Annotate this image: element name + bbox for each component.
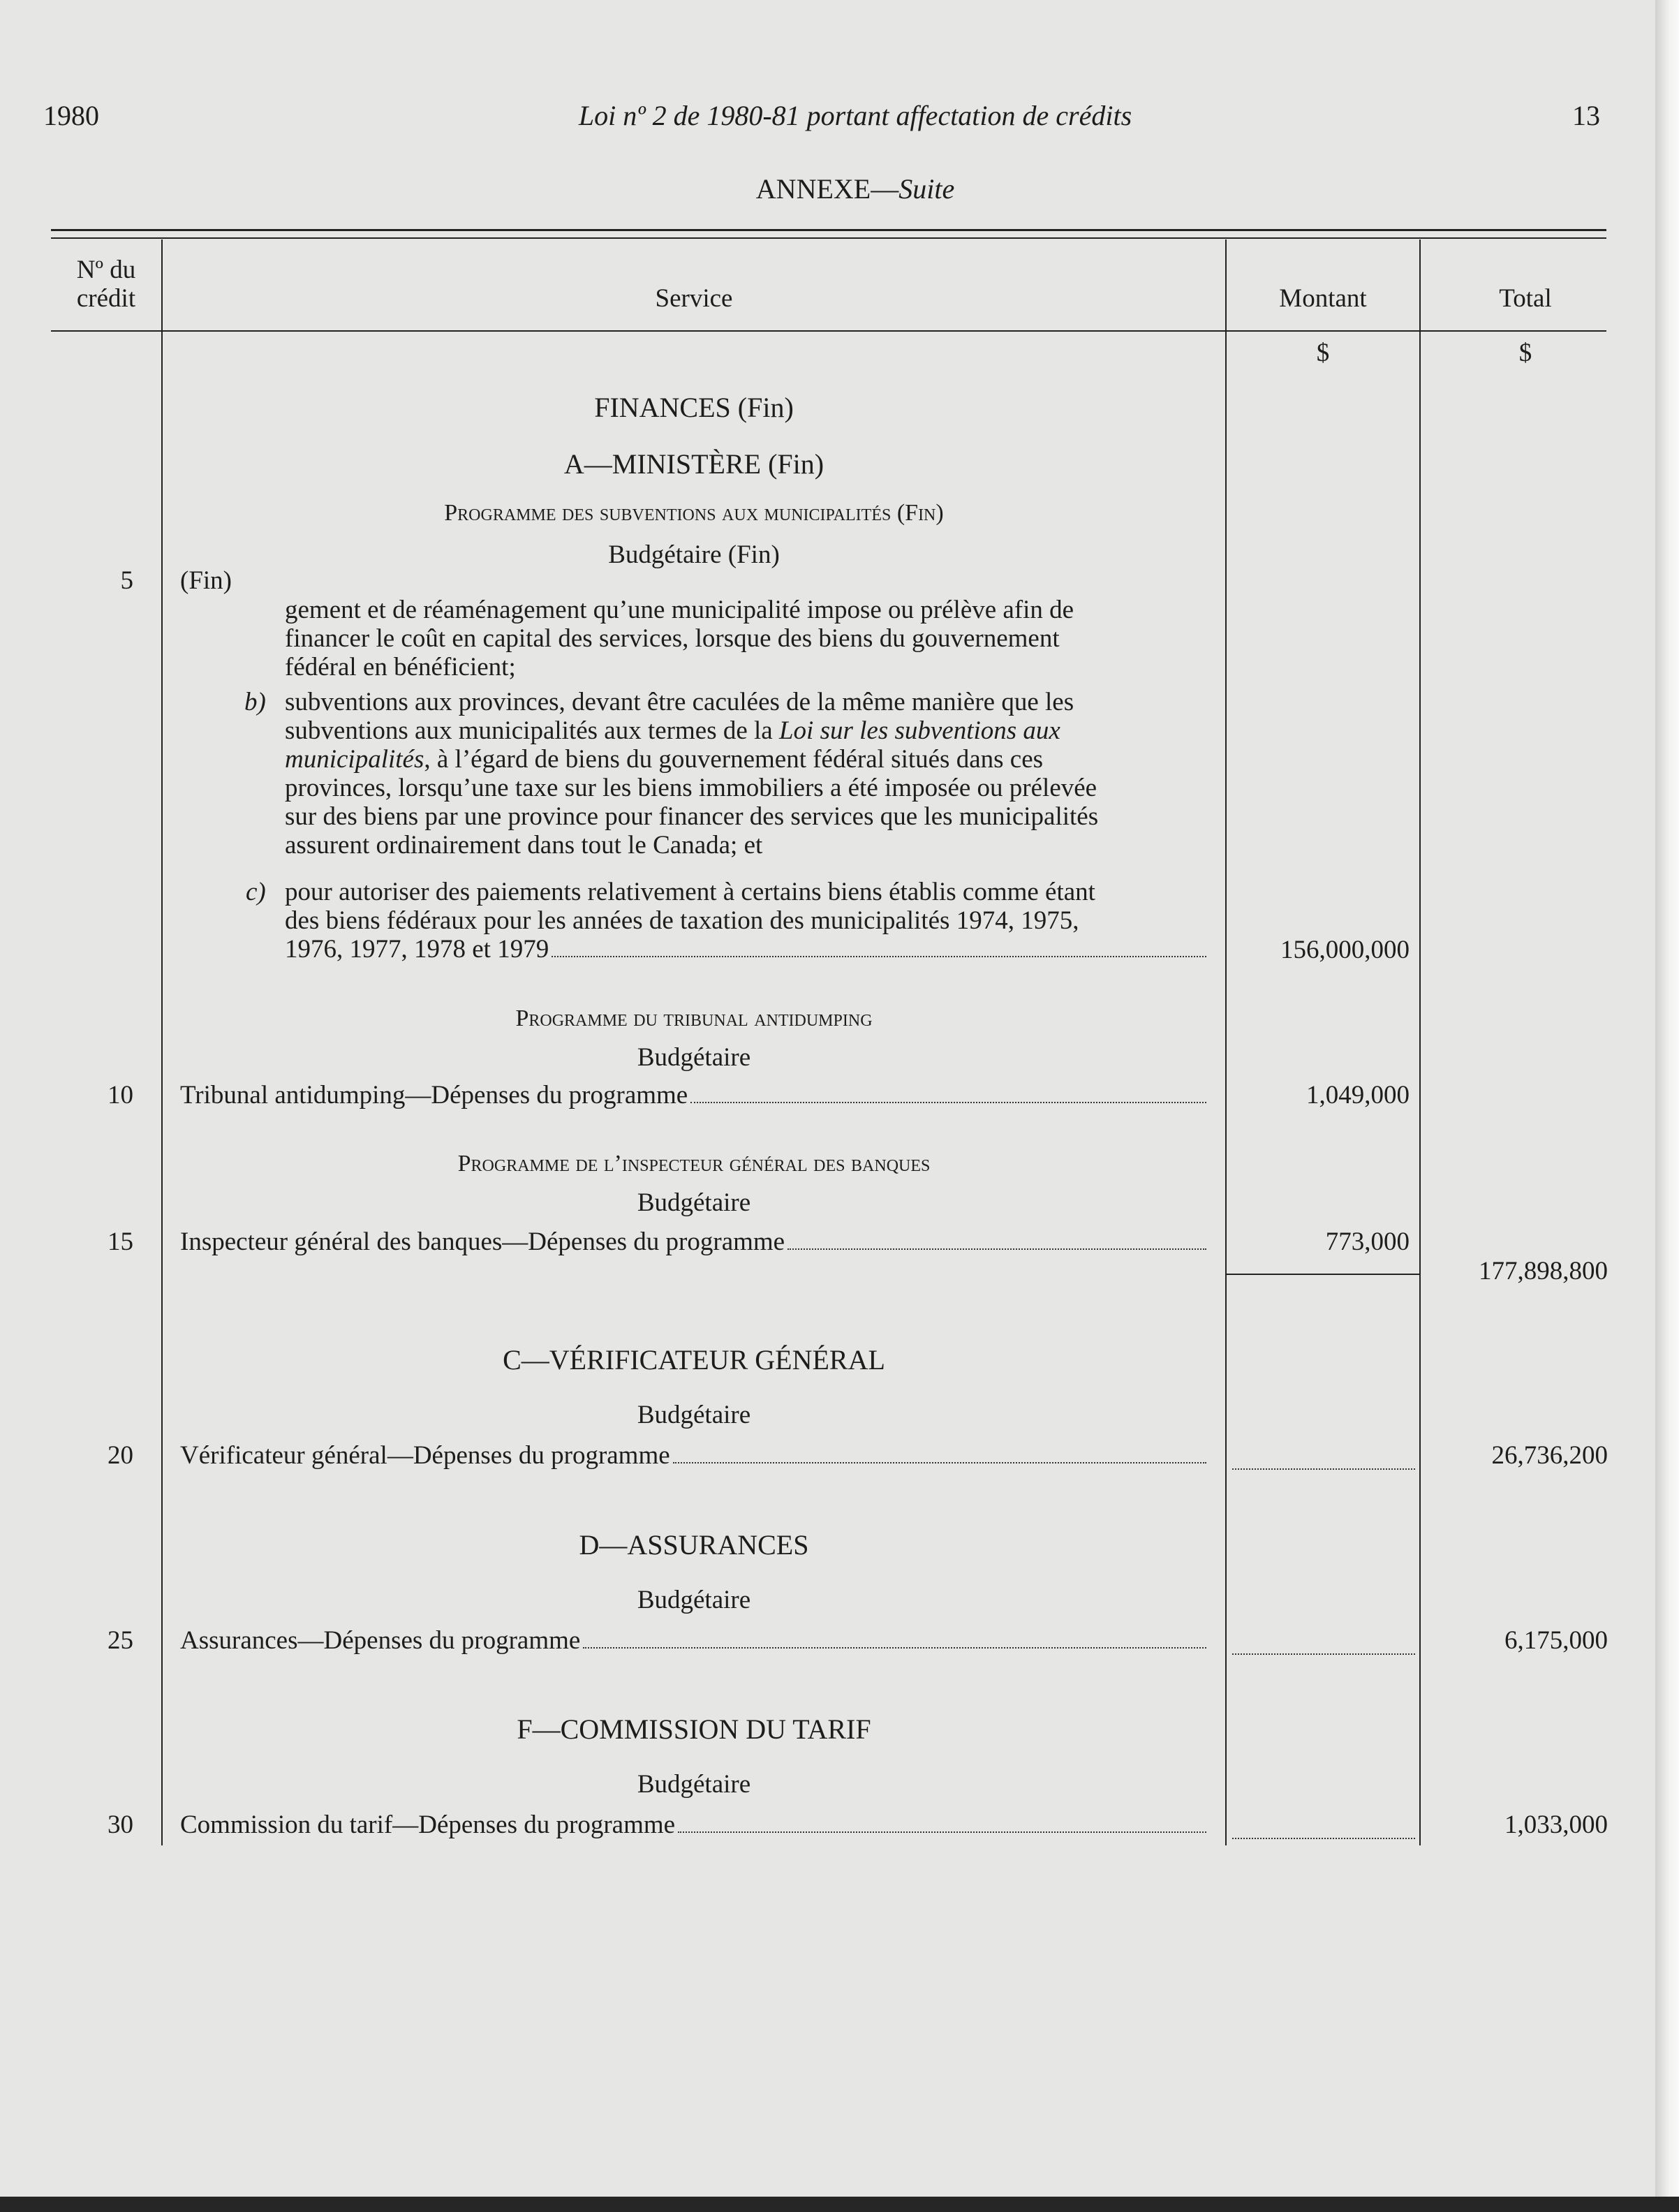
section-heading-insurance: D—ASSURANCES [579, 1529, 809, 1561]
paragraph-b-line [285, 745, 1208, 774]
budget-heading-inspector: Budgétaire [637, 1188, 751, 1217]
paragraph-a-line: gement et de réaménagement qu’une municipalité impose ou prélève afin de [285, 596, 1074, 624]
vote-description: Vérificateur général—Dépenses du programme [180, 1441, 670, 1470]
total-value: 1,033,000 [1504, 1811, 1608, 1839]
paragraph-b-line: provinces, lorsqu’une taxe sur les biens immobiliers a été imposée ou prélevée [285, 774, 1097, 802]
dot-leader-amount [1232, 1653, 1415, 1655]
subtotal-rule [1227, 1274, 1419, 1275]
vote-line-auditor [180, 1440, 1208, 1470]
table-top-rule [51, 229, 1606, 231]
paragraph-c [285, 878, 1208, 964]
budget-heading-auditor: Budgétaire [637, 1401, 751, 1429]
vote-line-antidumping [180, 1080, 1208, 1110]
column-header-credit-line2: crédit [76, 284, 136, 313]
paragraph-c-text: 1976, 1977, 1978 et 1979 [285, 935, 549, 964]
amount-value: 1,049,000 [1306, 1081, 1410, 1109]
amount-value: 773,000 [1325, 1227, 1410, 1256]
budget-heading-antidumping: Budgétaire [637, 1043, 751, 1072]
program-heading-subventions: Programme des subventions aux municipalités (Fin) [444, 500, 944, 526]
paragraph-c-last-line [285, 935, 1208, 964]
paragraph-b-line: subventions aux provinces, devant être caculées de la même manière que les [285, 688, 1074, 716]
budget-heading-finances: Budgétaire (Fin) [608, 540, 780, 569]
paragraph-b-line: sur des biens par une province pour financer des services que les municipalités [285, 802, 1099, 831]
paragraph-a-line: fédéral en bénéficient; [285, 653, 516, 681]
act-title-end: municipalités [285, 745, 424, 774]
column-header-amount: Montant [1279, 284, 1367, 313]
vote-number: 10 [108, 1081, 133, 1109]
paragraph-c-label: c) [246, 878, 266, 906]
dot-leader [787, 1248, 1206, 1250]
header-title: Loi nº 2 de 1980-81 portant affectation de crédits [578, 100, 1132, 131]
page-number: 13 [1572, 100, 1600, 131]
paragraph-b-line [285, 716, 1208, 745]
column-header-total: Total [1499, 284, 1552, 313]
total-value: 26,736,200 [1491, 1441, 1608, 1470]
column-header-credit [51, 256, 161, 313]
paragraph-a-line: financer le coût en capital des services, lorsque des biens du gouvernement [285, 624, 1060, 653]
vote-description: Tribunal antidumping—Dépenses du programme [180, 1081, 688, 1109]
dot-leader [673, 1462, 1206, 1463]
paragraph-b-line: assurent ordinairement dans tout le Canada; et [285, 831, 763, 860]
table-header-rule [51, 330, 1606, 332]
page-edge-bottom [0, 2197, 1679, 2212]
section-heading-finances: FINANCES (Fin) [594, 392, 794, 423]
vote-number: 5 [120, 566, 133, 595]
dot-leader [552, 956, 1206, 957]
vote-number: 15 [108, 1227, 133, 1256]
total-value: 177,898,800 [1479, 1257, 1608, 1285]
budget-heading-tariff: Budgétaire [637, 1770, 751, 1799]
vote-number: 25 [108, 1626, 133, 1655]
dot-leader-amount [1232, 1468, 1415, 1470]
dot-leader [690, 1102, 1206, 1103]
vote-number: 20 [108, 1441, 133, 1470]
act-title: Loi sur les subventions aux [778, 716, 1060, 745]
vote-line-insurance [180, 1625, 1208, 1656]
vote-line-tariff [180, 1810, 1208, 1840]
section-heading-auditor: C—VÉRIFICATEUR GÉNÉRAL [503, 1344, 885, 1376]
annex-title [349, 172, 1361, 205]
paragraph-b-text: subventions aux municipalités aux termes de la [285, 716, 779, 745]
paragraph-c-line: des biens fédéraux pour les années de taxation des municipalités 1974, 1975, [285, 906, 1079, 935]
paragraph-b-label: b) [244, 688, 266, 716]
section-subheading-ministere: A—MINISTÈRE (Fin) [563, 448, 824, 480]
paragraph-b [285, 688, 1208, 860]
table-top-rule-inner [51, 237, 1606, 239]
annex-title-main: ANNEXE— [755, 173, 899, 205]
column-header-service: Service [655, 284, 733, 313]
column-divider-service [1225, 239, 1227, 1845]
header-year: 1980 [43, 100, 99, 131]
amount-value: 156,000,000 [1280, 936, 1410, 964]
program-heading-antidumping: Programme du tribunal antidumping [515, 1005, 873, 1031]
vote-line-inspector [180, 1227, 1208, 1257]
paragraph-c-line: pour autoriser des paiements relativement à certains biens établis comme étant [285, 878, 1095, 906]
paragraph-b-text: , à l’égard de biens du gouvernement fédéral situés dans ces [424, 745, 1044, 774]
vote-continued-label: (Fin) [180, 566, 232, 595]
annex-title-suffix: Suite [898, 173, 955, 205]
paragraph-a [285, 596, 1208, 681]
dot-leader-amount [1232, 1838, 1415, 1839]
total-currency: $ [1518, 339, 1532, 367]
total-value: 6,175,000 [1504, 1626, 1608, 1655]
vote-description: Commission du tarif—Dépenses du programme [180, 1811, 676, 1839]
vote-number: 30 [108, 1811, 133, 1839]
column-header-credit-line1: Nº du [76, 256, 136, 284]
section-heading-tariff: F—COMMISSION DU TARIF [517, 1713, 871, 1745]
dot-leader [583, 1647, 1206, 1649]
amount-currency: $ [1316, 339, 1330, 367]
budget-heading-insurance: Budgétaire [637, 1586, 751, 1614]
vote-description: Inspecteur général des banques—Dépenses du programme [180, 1227, 785, 1256]
dot-leader [678, 1831, 1206, 1833]
vote-description: Assurances—Dépenses du programme [180, 1626, 581, 1655]
column-divider-amount [1419, 239, 1421, 1845]
page-edge-right [1655, 0, 1679, 2212]
program-heading-inspector: Programme de l’inspecteur général des banques [457, 1151, 931, 1177]
